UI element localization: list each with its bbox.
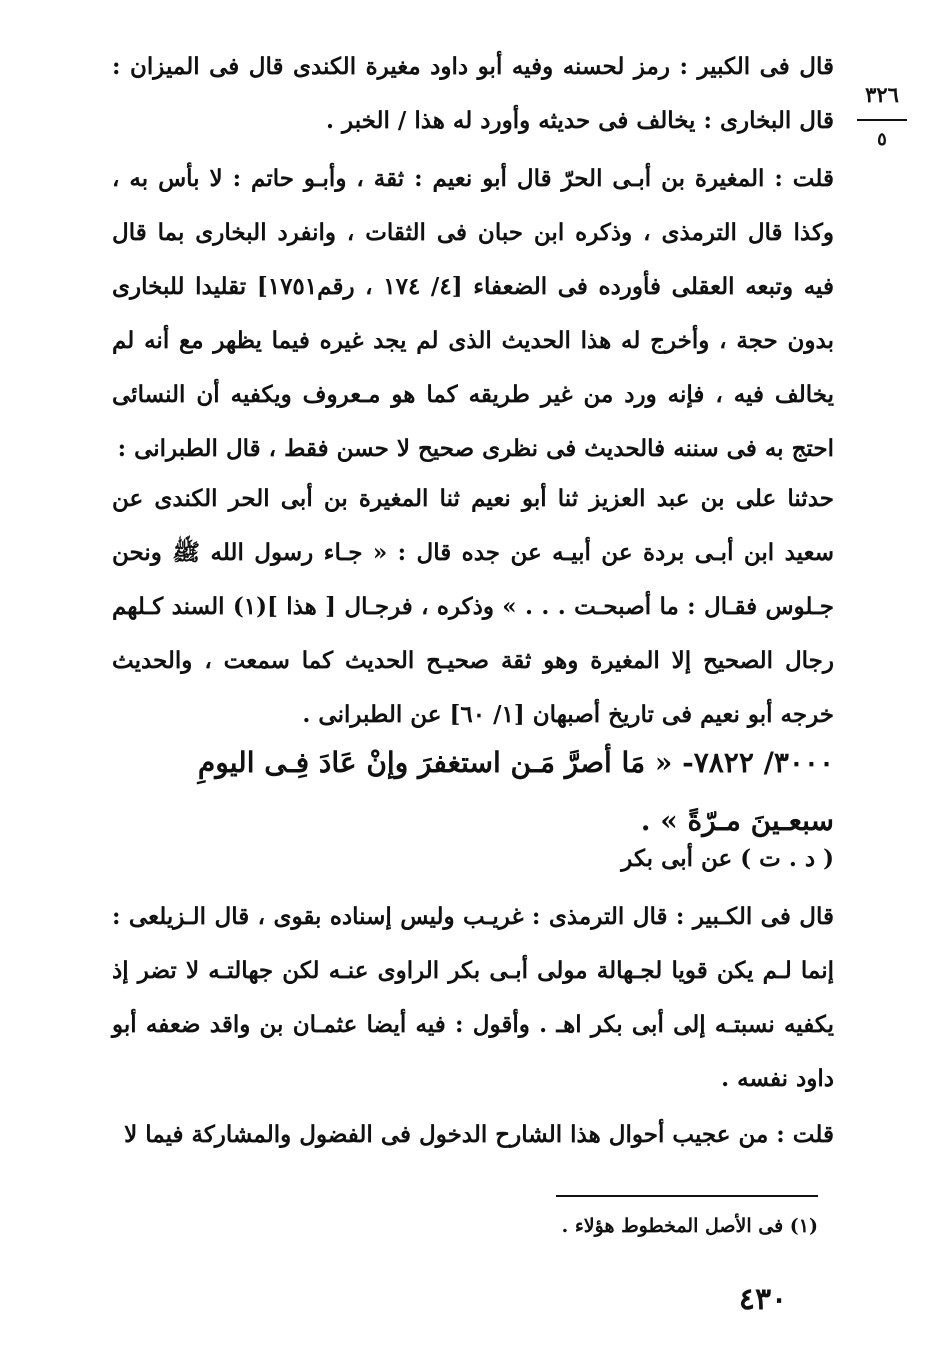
paragraph-qultu-mughira: قلت : المغيرة بن أبـى الحرّ قال أبو نعيم : ثقة ، وأبـو حاتم : لا بأس به ، وكذا قال الترمذى ، وذكره ابن حبان فى الثقات ، وانفرد البخارى بما قال فيه وتبعه العقلى فأورده فى الضعفاء [٤/ ١٧٤ ، رقم١٧٥١] تقليدا للبخارى بدون حجة ، وأخرج له هذا الحديث الذى لم يجد غيره فيما يظهر مع أنه لم يخالف فيه ، فإنه ورد من غير طريقه كما هو مـعروف ويكفيه أن النسائى احتج به فى سننه فالحديث فى نظرى صحيح لا حسن فقط ، قال الطبرانى :: [112, 165, 834, 462]
footnote: (١) فى الأصل المخطوط هؤلاء .: [561, 1215, 818, 1237]
margin-reference-number: ٣٢٦: [865, 82, 899, 107]
page-number: ٤٣٠: [738, 1282, 788, 1317]
margin-reference-sub: ٥: [877, 129, 887, 150]
paragraph-kabir-tirmidhi: قال فى الكـبير : قال الترمذى : غريـب وليس إسناده بقوى ، قال الـزيلعى : إنما لـم يكن قويا لجـهالة مولى أبـى بكر الراوى عنـه لكن جهالتـه لا تضر إذ يكفيه نسبتـه إلى أبى بكر اهـ . وأقول : فيه أيضا عثمـان بن واقد ضعفه أبو داود نفسه .: [112, 903, 834, 1092]
paragraph-tabarani-isnad: حدثنا على بن عبد العزيز ثنا أبو نعيم ثنا المغيرة بن أبى الحر الكندى عن سعيد ابن أبـى بردة عن أبيـه عن جده قال : « جـاء رسول الله ﷺ ونحن جـلوس فقـال : ما أصبحـت . . . » وذكره ، فرجـال [ هذا ](١) السند كـلهم رجال الصحيح إلا المغيرة وهو ثقة صحيـح الحديث كما سمعت ، والحديث خرجه أبو نعيم فى تاريخ أصبهان [١/ ٦٠] عن الطبرانى .: [112, 485, 834, 728]
footnote-separator: [556, 1195, 818, 1197]
margin-reference: [852, 82, 912, 150]
paragraph-kabir-quote: قال فى الكبير : رمز لحسنه وفيه أبو داود مغيرة الكندى قال فى الميزان : قال البخارى : يخالف فى حديثه وأورد له هذا / الخبر .: [112, 53, 834, 134]
hadith-source: ( د . ت ) عن أبى بكر: [621, 845, 834, 872]
paragraph-qultu-final: قلت : من عجيب أحوال هذا الشارح الدخول فى الفضول والمشاركة فيما لا: [124, 1121, 834, 1148]
hadith-text: ٣٠٠٠/ ٧٨٢٢- « مَا أصرَّ مَـن استغفرَ وإنْ عَادَ فِـى اليومِ سبعـينَ مـرّةً » .: [197, 746, 834, 837]
margin-rule: [857, 119, 907, 121]
